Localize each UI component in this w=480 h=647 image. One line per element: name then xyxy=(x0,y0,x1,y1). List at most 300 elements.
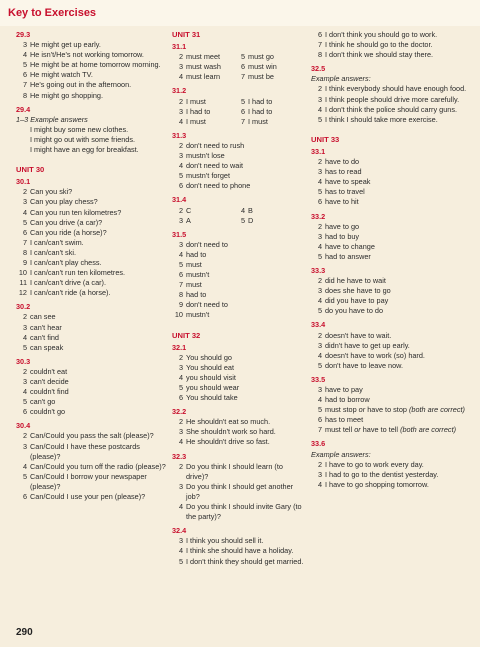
answer-text: mustn't xyxy=(186,270,210,280)
answer-number: 3 xyxy=(317,94,322,104)
answer-text: have to speak xyxy=(325,177,371,187)
answer-text: She shouldn't work so hard. xyxy=(186,427,276,437)
answer-item xyxy=(16,442,166,462)
answer-text: has to meet xyxy=(325,415,364,425)
answer-text: has to travel xyxy=(325,187,365,197)
answer-text: can see xyxy=(30,312,56,322)
answer-number: 3 xyxy=(178,481,183,491)
answer-text: I might buy some new clothes. xyxy=(30,124,129,134)
answer-text: don't need to rush xyxy=(186,140,245,150)
answer-item xyxy=(16,462,166,472)
answer-item xyxy=(16,377,166,387)
answer-number: 3 xyxy=(178,215,183,225)
answer-number: 5 xyxy=(22,217,27,227)
answer-item xyxy=(311,395,471,405)
answer-item xyxy=(311,30,471,40)
answer-text: must be xyxy=(248,72,274,82)
answer-number: 5 xyxy=(317,306,322,316)
answer-item xyxy=(172,206,234,216)
answer-text: doesn't have to work (so) hard. xyxy=(325,350,425,360)
answer-number: 5 xyxy=(178,171,183,181)
answer-item xyxy=(16,70,166,80)
answer-number: 4 xyxy=(22,332,27,342)
answer-text: I might go out with some friends. xyxy=(30,134,136,144)
answer-line xyxy=(16,135,166,145)
answer-item xyxy=(16,367,166,377)
answer-text: I must xyxy=(186,116,206,126)
answer-number: 8 xyxy=(178,290,183,300)
answer-number: 3 xyxy=(22,40,27,50)
answer-number: 5 xyxy=(317,405,322,415)
answer-text: mustn't forget xyxy=(186,171,230,181)
answer-number: 2 xyxy=(22,366,27,376)
answer-text: have to pay xyxy=(325,385,363,394)
answer-text: He shouldn't eat so much. xyxy=(186,417,271,427)
answer-text: You should go xyxy=(186,352,232,362)
answer-item xyxy=(311,276,471,286)
answer-item xyxy=(311,415,471,425)
answer-text: I had to xyxy=(248,106,273,116)
answer-number: 9 xyxy=(22,257,27,267)
answer-line xyxy=(16,145,166,155)
answer-text: Can you ski? xyxy=(30,187,73,197)
answer-item xyxy=(172,260,304,270)
answer-item xyxy=(16,208,166,218)
answer-number: 7 xyxy=(22,80,27,90)
answer-text: couldn't eat xyxy=(30,366,68,376)
answer-text: Can/Could I use your pen (please)? xyxy=(30,492,146,502)
answer-item xyxy=(311,157,471,167)
answer-number: 2 xyxy=(22,187,27,197)
answer-column-right xyxy=(311,30,471,490)
answer-number: 5 xyxy=(22,60,27,70)
answer-item xyxy=(311,197,471,207)
answer-number: 3 xyxy=(22,197,27,207)
answer-item xyxy=(311,187,471,197)
exercise-number: 29.4 xyxy=(16,104,31,114)
answer-number: 4 xyxy=(317,479,322,489)
answer-text: Can you run ten kilometres? xyxy=(30,207,122,217)
answer-item xyxy=(311,167,471,177)
answer-text: I had to go to the dentist yesterday. xyxy=(325,469,439,479)
answer-item xyxy=(234,97,296,107)
answer-item xyxy=(311,341,471,351)
answer-number: 3 xyxy=(178,151,183,161)
answer-text: did he have to wait xyxy=(325,276,386,286)
answer-number: 10 xyxy=(174,310,183,320)
exercise-number: 31.2 xyxy=(172,86,187,96)
answer-item xyxy=(16,333,166,343)
answer-number: 4 xyxy=(317,104,322,114)
answer-text: You should eat xyxy=(186,362,235,372)
answer-item xyxy=(16,407,166,417)
answer-text: Can/Could you turn off the radio (please)? xyxy=(30,461,166,471)
answer-text: have to change xyxy=(325,241,375,251)
answer-item xyxy=(172,240,304,250)
answer-number: 6 xyxy=(22,407,27,417)
answer-item xyxy=(311,115,471,125)
answer-number: 5 xyxy=(178,383,183,392)
answer-item xyxy=(311,331,471,341)
answer-item xyxy=(16,80,166,90)
example-note: 1–3 Example answers xyxy=(16,114,88,124)
answer-grid xyxy=(172,206,304,226)
unit-heading: UNIT 32 xyxy=(172,330,201,340)
answer-number: 5 xyxy=(317,360,322,370)
exercise-number: 33.4 xyxy=(311,320,326,330)
answer-item xyxy=(311,232,471,242)
exercise-number: 31.1 xyxy=(172,42,187,52)
answer-item xyxy=(234,107,296,117)
answer-number: 3 xyxy=(178,239,183,249)
answer-text: had to xyxy=(186,290,207,300)
answer-item xyxy=(172,482,304,502)
answer-number: 5 xyxy=(317,114,322,124)
answer-text: I can/can't drive (a car). xyxy=(30,278,107,288)
answer-text: I had to xyxy=(186,106,211,116)
answer-item xyxy=(172,373,304,383)
answer-number: 4 xyxy=(178,372,183,382)
answer-item xyxy=(172,557,304,567)
answer-number: 4 xyxy=(317,395,322,405)
exercise-number: 29.3 xyxy=(16,30,31,39)
answer-item xyxy=(311,252,471,262)
answer-item xyxy=(172,280,304,290)
answer-number: 2 xyxy=(22,312,27,322)
answer-text: I might have an egg for breakfast. xyxy=(30,145,139,155)
answer-item xyxy=(234,72,296,82)
answer-text: couldn't go xyxy=(30,407,66,417)
answer-item xyxy=(16,238,166,248)
answer-text: I think I should take more exercise. xyxy=(325,114,438,124)
answer-number: 3 xyxy=(178,536,183,546)
answer-text: I can/can't play chess. xyxy=(30,257,102,267)
answer-item xyxy=(172,161,304,171)
answer-text: can speak xyxy=(30,342,64,352)
exercise-number: 32.1 xyxy=(172,342,187,352)
answer-item xyxy=(16,492,166,502)
example-note: Example answers: xyxy=(311,449,371,459)
answer-number: 3 xyxy=(22,441,27,451)
answer-text: Do you think I should invite Gary (to the party)? xyxy=(186,502,302,522)
answer-text: I think you should sell it. xyxy=(186,536,264,546)
answer-text: couldn't find xyxy=(30,387,69,397)
answer-number: 3 xyxy=(317,469,322,479)
answer-text: does she have to go xyxy=(325,286,391,296)
answer-text: He might get up early. xyxy=(30,40,101,50)
answer-item xyxy=(311,480,471,490)
answer-item xyxy=(16,218,166,228)
answer-number: 4 xyxy=(22,461,27,471)
example-note: Example answers: xyxy=(311,74,371,84)
answer-item xyxy=(172,393,304,403)
answer-number: 6 xyxy=(22,70,27,80)
unit-heading: UNIT 33 xyxy=(311,134,340,144)
page-number: 290 xyxy=(16,627,33,638)
answer-item xyxy=(234,216,296,226)
answer-text: Can/Could you pass the salt (please)? xyxy=(30,431,154,441)
answer-item xyxy=(311,405,471,415)
answer-item xyxy=(172,171,304,181)
exercise-number: 33.1 xyxy=(311,146,326,156)
answer-number: 11 xyxy=(19,278,27,288)
exercise-number: 33.2 xyxy=(311,211,326,221)
answer-text: I think people should drive more carefully. xyxy=(325,94,460,104)
answer-number: 6 xyxy=(178,181,183,191)
answer-item xyxy=(16,50,166,60)
answer-number: 3 xyxy=(22,377,27,386)
answer-text: had to answer xyxy=(325,251,371,261)
answer-text: A xyxy=(186,215,191,225)
answer-number: 6 xyxy=(240,62,245,72)
answer-number: 5 xyxy=(22,397,27,407)
answer-item xyxy=(16,397,166,407)
answer-number: 5 xyxy=(317,187,322,197)
exercise-number: 30.4 xyxy=(16,421,31,431)
answer-item xyxy=(16,431,166,441)
answer-number: 4 xyxy=(22,387,27,397)
answer-number: 6 xyxy=(22,492,27,502)
answer-number: 4 xyxy=(22,50,27,60)
exercise-number: 31.5 xyxy=(172,229,187,239)
answer-number: 4 xyxy=(178,437,183,447)
answer-text: have to do xyxy=(325,157,360,167)
unit-heading: UNIT 31 xyxy=(172,30,201,39)
answer-item xyxy=(311,351,471,361)
answer-text: I don't think they should get married. xyxy=(186,556,304,566)
answer-number: 2 xyxy=(178,140,183,150)
answer-number: 7 xyxy=(240,72,245,82)
answer-item xyxy=(172,270,304,280)
answer-text: do you have to do xyxy=(325,306,384,316)
answer-number: 7 xyxy=(22,237,27,247)
answer-grid xyxy=(172,97,304,127)
answer-item xyxy=(311,105,471,115)
answer-item xyxy=(172,310,304,320)
answer-item xyxy=(172,462,304,482)
exercise-number: 30.1 xyxy=(16,177,31,187)
answer-text: I can/can't ride (a horse). xyxy=(30,288,111,298)
answer-text: don't need to phone xyxy=(186,181,251,191)
answer-item xyxy=(311,460,471,470)
answer-item xyxy=(172,353,304,363)
exercise-number: 33.3 xyxy=(311,265,326,275)
exercise-number: 33.5 xyxy=(311,374,326,384)
answer-text: must xyxy=(186,259,202,269)
answer-item xyxy=(16,312,166,322)
answer-number: 6 xyxy=(317,30,322,39)
answer-item xyxy=(311,296,471,306)
answer-number: 2 xyxy=(178,352,183,362)
answer-text: have to hit xyxy=(325,197,359,207)
answer-text: He might be at home tomorrow morning. xyxy=(30,60,161,70)
answer-item xyxy=(234,206,296,216)
answer-text: I don't think we should stay there. xyxy=(325,50,434,60)
answer-item xyxy=(311,95,471,105)
answer-number: 10 xyxy=(18,268,27,278)
answer-text: I think he should go to the doctor. xyxy=(325,40,433,50)
page-header xyxy=(0,0,480,26)
answer-item xyxy=(172,52,234,62)
answer-text: I think she should have a holiday. xyxy=(186,546,294,556)
answer-text: I can/can't ski. xyxy=(30,247,77,257)
answer-number: 4 xyxy=(317,296,322,306)
answer-text: Do you think I should learn (to drive)? xyxy=(186,461,283,481)
exercise-number: 32.5 xyxy=(311,64,326,74)
answer-text: has to read xyxy=(325,167,362,177)
answer-text: I can/can't run ten kilometres. xyxy=(30,268,126,278)
answer-number: 4 xyxy=(317,350,322,360)
answer-item xyxy=(172,181,304,191)
answer-number: 3 xyxy=(178,362,183,372)
answer-text: B xyxy=(248,205,253,215)
answer-text: had to borrow xyxy=(325,395,370,405)
answer-text: did you have to pay xyxy=(325,296,389,306)
answer-text: must go xyxy=(248,52,274,62)
answer-text: didn't have to get up early. xyxy=(325,340,410,350)
answer-text: can't decide xyxy=(30,377,69,386)
answer-number: 6 xyxy=(317,197,322,207)
answer-text: I had to xyxy=(248,96,273,106)
answer-column-middle xyxy=(172,30,304,567)
answer-number: 4 xyxy=(178,116,183,126)
answer-item xyxy=(172,250,304,260)
answer-item xyxy=(16,40,166,50)
answer-item xyxy=(172,536,304,546)
answer-item xyxy=(172,546,304,556)
answer-number: 3 xyxy=(317,167,322,177)
answer-text: I think everybody should have enough food. xyxy=(325,84,467,94)
answer-number: 3 xyxy=(317,385,322,394)
answer-text: I have to go to work every day. xyxy=(325,459,424,469)
answer-number: 3 xyxy=(178,106,183,116)
answer-text: don't have to leave now. xyxy=(325,360,404,370)
answer-text: can't hear xyxy=(30,322,62,332)
answer-item xyxy=(172,363,304,373)
answer-grid xyxy=(172,52,304,82)
answer-item xyxy=(311,222,471,232)
answer-number: 2 xyxy=(178,417,183,427)
answer-number: 3 xyxy=(22,322,27,332)
answer-text: He shouldn't drive so fast. xyxy=(186,437,270,447)
answer-text: He isn't/He's not working tomorrow. xyxy=(30,50,144,60)
answer-text: Can you play chess? xyxy=(30,197,98,207)
answer-item xyxy=(172,427,304,437)
answer-text: Can/Could I borrow your newspaper (please)? xyxy=(30,471,147,491)
answer-text: must win xyxy=(248,62,277,72)
answer-item xyxy=(16,278,166,288)
answer-text: have to go xyxy=(325,221,360,231)
answer-number: 8 xyxy=(22,90,27,100)
answer-line xyxy=(16,125,166,135)
answer-item xyxy=(172,151,304,161)
answer-column-left xyxy=(16,30,166,502)
answer-text: must stop or have to stop (both are correct) xyxy=(325,405,465,415)
exercise-number: 33.6 xyxy=(311,439,326,449)
answer-number: 2 xyxy=(317,157,322,167)
answer-text: don't need to wait xyxy=(186,161,243,171)
exercise-number: 32.4 xyxy=(172,526,187,536)
answer-number: 4 xyxy=(178,546,183,556)
answer-number: 4 xyxy=(178,249,183,259)
answer-text: mustn't xyxy=(186,310,210,320)
answer-number: 4 xyxy=(317,177,322,187)
exercise-number: 30.3 xyxy=(16,356,31,366)
answer-number: 3 xyxy=(317,340,322,350)
answer-item xyxy=(16,472,166,492)
answer-number: 7 xyxy=(317,425,322,435)
exercise-number: 32.2 xyxy=(172,407,187,417)
answer-number: 2 xyxy=(178,205,183,215)
answer-number: 3 xyxy=(317,231,322,241)
answer-number: 12 xyxy=(18,288,27,298)
answer-number: 2 xyxy=(178,461,183,471)
answer-number: 5 xyxy=(178,556,183,566)
answer-item xyxy=(16,60,166,70)
answer-text: must meet xyxy=(186,52,221,62)
answer-item xyxy=(172,107,234,117)
answer-item xyxy=(172,502,304,522)
answer-item xyxy=(234,62,296,72)
answer-number: 4 xyxy=(178,502,183,512)
exercise-number: 31.3 xyxy=(172,130,187,140)
answer-text: must wash xyxy=(186,62,221,72)
answer-text: must tell or have to tell (both are correct) xyxy=(325,425,457,435)
answer-item xyxy=(16,323,166,333)
answer-number: 2 xyxy=(178,96,183,106)
answer-item xyxy=(311,242,471,252)
answer-text: you should wear xyxy=(186,383,240,392)
answer-text: You should take xyxy=(186,393,238,403)
answer-item xyxy=(16,288,166,298)
answer-text: He's going out in the afternoon. xyxy=(30,80,132,90)
answer-item xyxy=(16,187,166,197)
answer-item xyxy=(172,62,234,72)
answer-text: must xyxy=(186,280,202,290)
answer-number: 6 xyxy=(240,106,245,116)
answer-number: 5 xyxy=(240,215,245,225)
answer-text: Can you ride (a horse)? xyxy=(30,227,107,237)
answer-text: can't find xyxy=(30,332,59,342)
answer-item xyxy=(16,197,166,207)
answer-text: Can you drive (a car)? xyxy=(30,217,103,227)
answer-text: had to xyxy=(186,249,207,259)
answer-item xyxy=(311,385,471,395)
answer-item xyxy=(311,361,471,371)
answer-text: you should visit xyxy=(186,372,236,382)
answer-number: 3 xyxy=(317,286,322,296)
answer-item xyxy=(172,97,234,107)
answer-item xyxy=(172,141,304,151)
answer-item xyxy=(172,117,234,127)
answer-number: 2 xyxy=(317,84,322,94)
answer-item xyxy=(234,117,296,127)
answer-number: 2 xyxy=(22,431,27,441)
answer-item xyxy=(16,258,166,268)
answer-text: He might go shopping. xyxy=(30,90,104,100)
answer-text: don't need to xyxy=(186,300,228,310)
answer-number: 5 xyxy=(22,471,27,481)
answer-number: 2 xyxy=(317,276,322,286)
answer-number: 5 xyxy=(317,251,322,261)
answer-number: 4 xyxy=(22,207,27,217)
answer-number: 5 xyxy=(22,342,27,352)
answer-number: 4 xyxy=(317,241,322,251)
answer-text: I must xyxy=(186,96,206,106)
answer-text: I don't think you should go to work. xyxy=(325,30,438,39)
answer-text: I must xyxy=(248,116,268,126)
answer-number: 2 xyxy=(178,52,183,62)
